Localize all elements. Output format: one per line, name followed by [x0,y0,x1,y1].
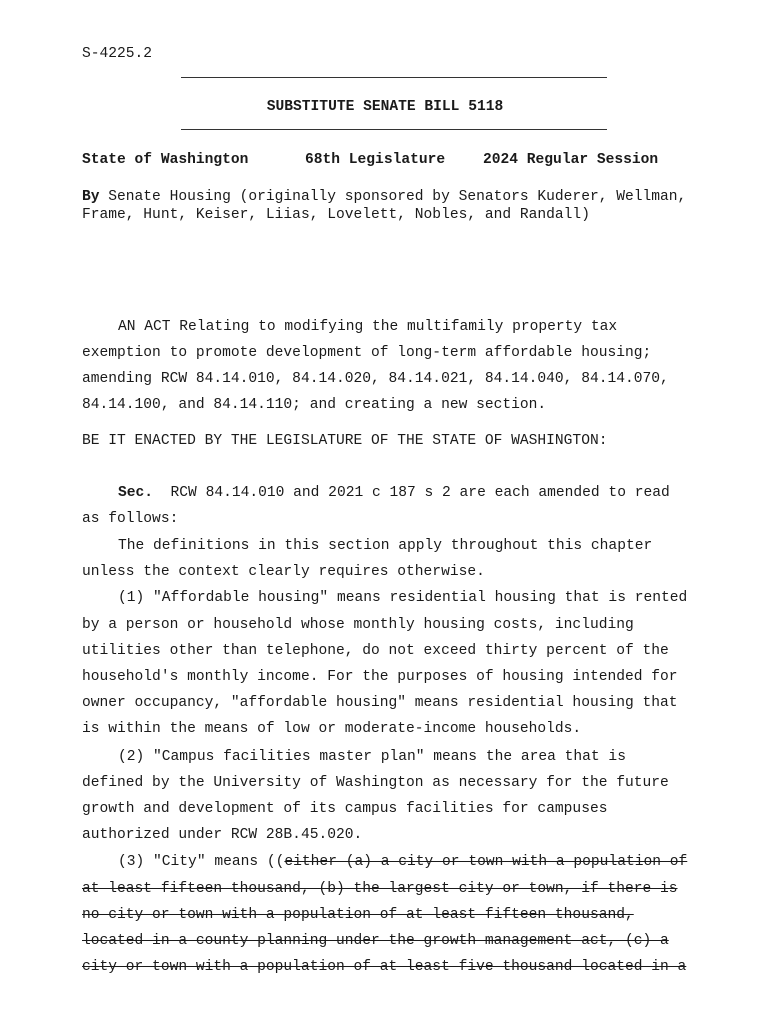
act-line: AN ACT Relating to modifying the multifamily property tax [118,319,618,335]
city-definition-prefix: (3) "City" means (( [118,854,285,870]
header-legislature: 68th Legislature [305,152,446,168]
body-line: by a person or household whose monthly housing costs, including [82,617,634,633]
act-line: 84.14.100, and 84.14.110; and creating a new section. [82,397,547,413]
city-definition-line [82,849,687,875]
body-line: unless the context clearly requires otherwise. [82,564,485,580]
struck-text: located in a county planning under the growth management act, (c) a [82,933,669,949]
sponsor-line-1: Senate Housing (originally sponsored by Senators Kuderer, Wellman, [99,189,687,205]
sponsor-block [82,188,686,224]
act-line: amending RCW 84.14.010, 84.14.020, 84.14.021, 84.14.040, 84.14.070, [82,371,669,387]
section-label: Sec. [118,485,154,501]
body-line: defined by the University of Washington as necessary for the future [82,775,669,791]
body-line: growth and development of its campus facilities for campuses [82,801,608,817]
body-line: household's monthly income. For the purposes of housing intended for [82,669,678,685]
header-session: 2024 Regular Session [483,152,659,168]
document-id: S-4225.2 [82,46,153,62]
header-state: State of Washington [82,152,249,168]
sponsor-line-2: Frame, Hunt, Keiser, Liias, Lovelett, Nobles, and Randall) [82,207,590,223]
body-line: (1) "Affordable housing" means residential housing that is rented [118,590,688,606]
sponsor-by-label: By [82,189,100,205]
body-line: The definitions in this section apply throughout this chapter [118,538,653,554]
act-line: exemption to promote development of long-term affordable housing; [82,345,652,361]
struck-text: city or town with a population of at least five thousand located in a [82,959,687,975]
body-line: authorized under RCW 28B.45.020. [82,827,363,843]
bill-title: SUBSTITUTE SENATE BILL 5118 [266,99,504,115]
struck-text: at least fifteen thousand, (b) the largest city or town, if there is [82,881,678,897]
enacting-clause: BE IT ENACTED BY THE LEGISLATURE OF THE STATE OF WASHINGTON: [82,433,608,449]
struck-text: either (a) a city or town with a population of [284,854,688,870]
body-line: is within the means of low or moderate-income households. [82,721,582,737]
section-line-2: as follows: [82,511,179,527]
struck-text: no city or town with a population of at least fifteen thousand, [82,907,634,923]
section-heading [82,480,670,506]
title-rule-bottom [181,129,607,130]
body-line: utilities other than telephone, do not exceed thirty percent of the [82,643,669,659]
section-line-1: RCW 84.14.010 and 2021 c 187 s 2 are each amended to read [153,485,670,501]
body-line: (2) "Campus facilities master plan" means the area that is [118,749,626,765]
body-line: owner occupancy, "affordable housing" means residential housing that [82,695,678,711]
title-rule-top [181,77,607,78]
